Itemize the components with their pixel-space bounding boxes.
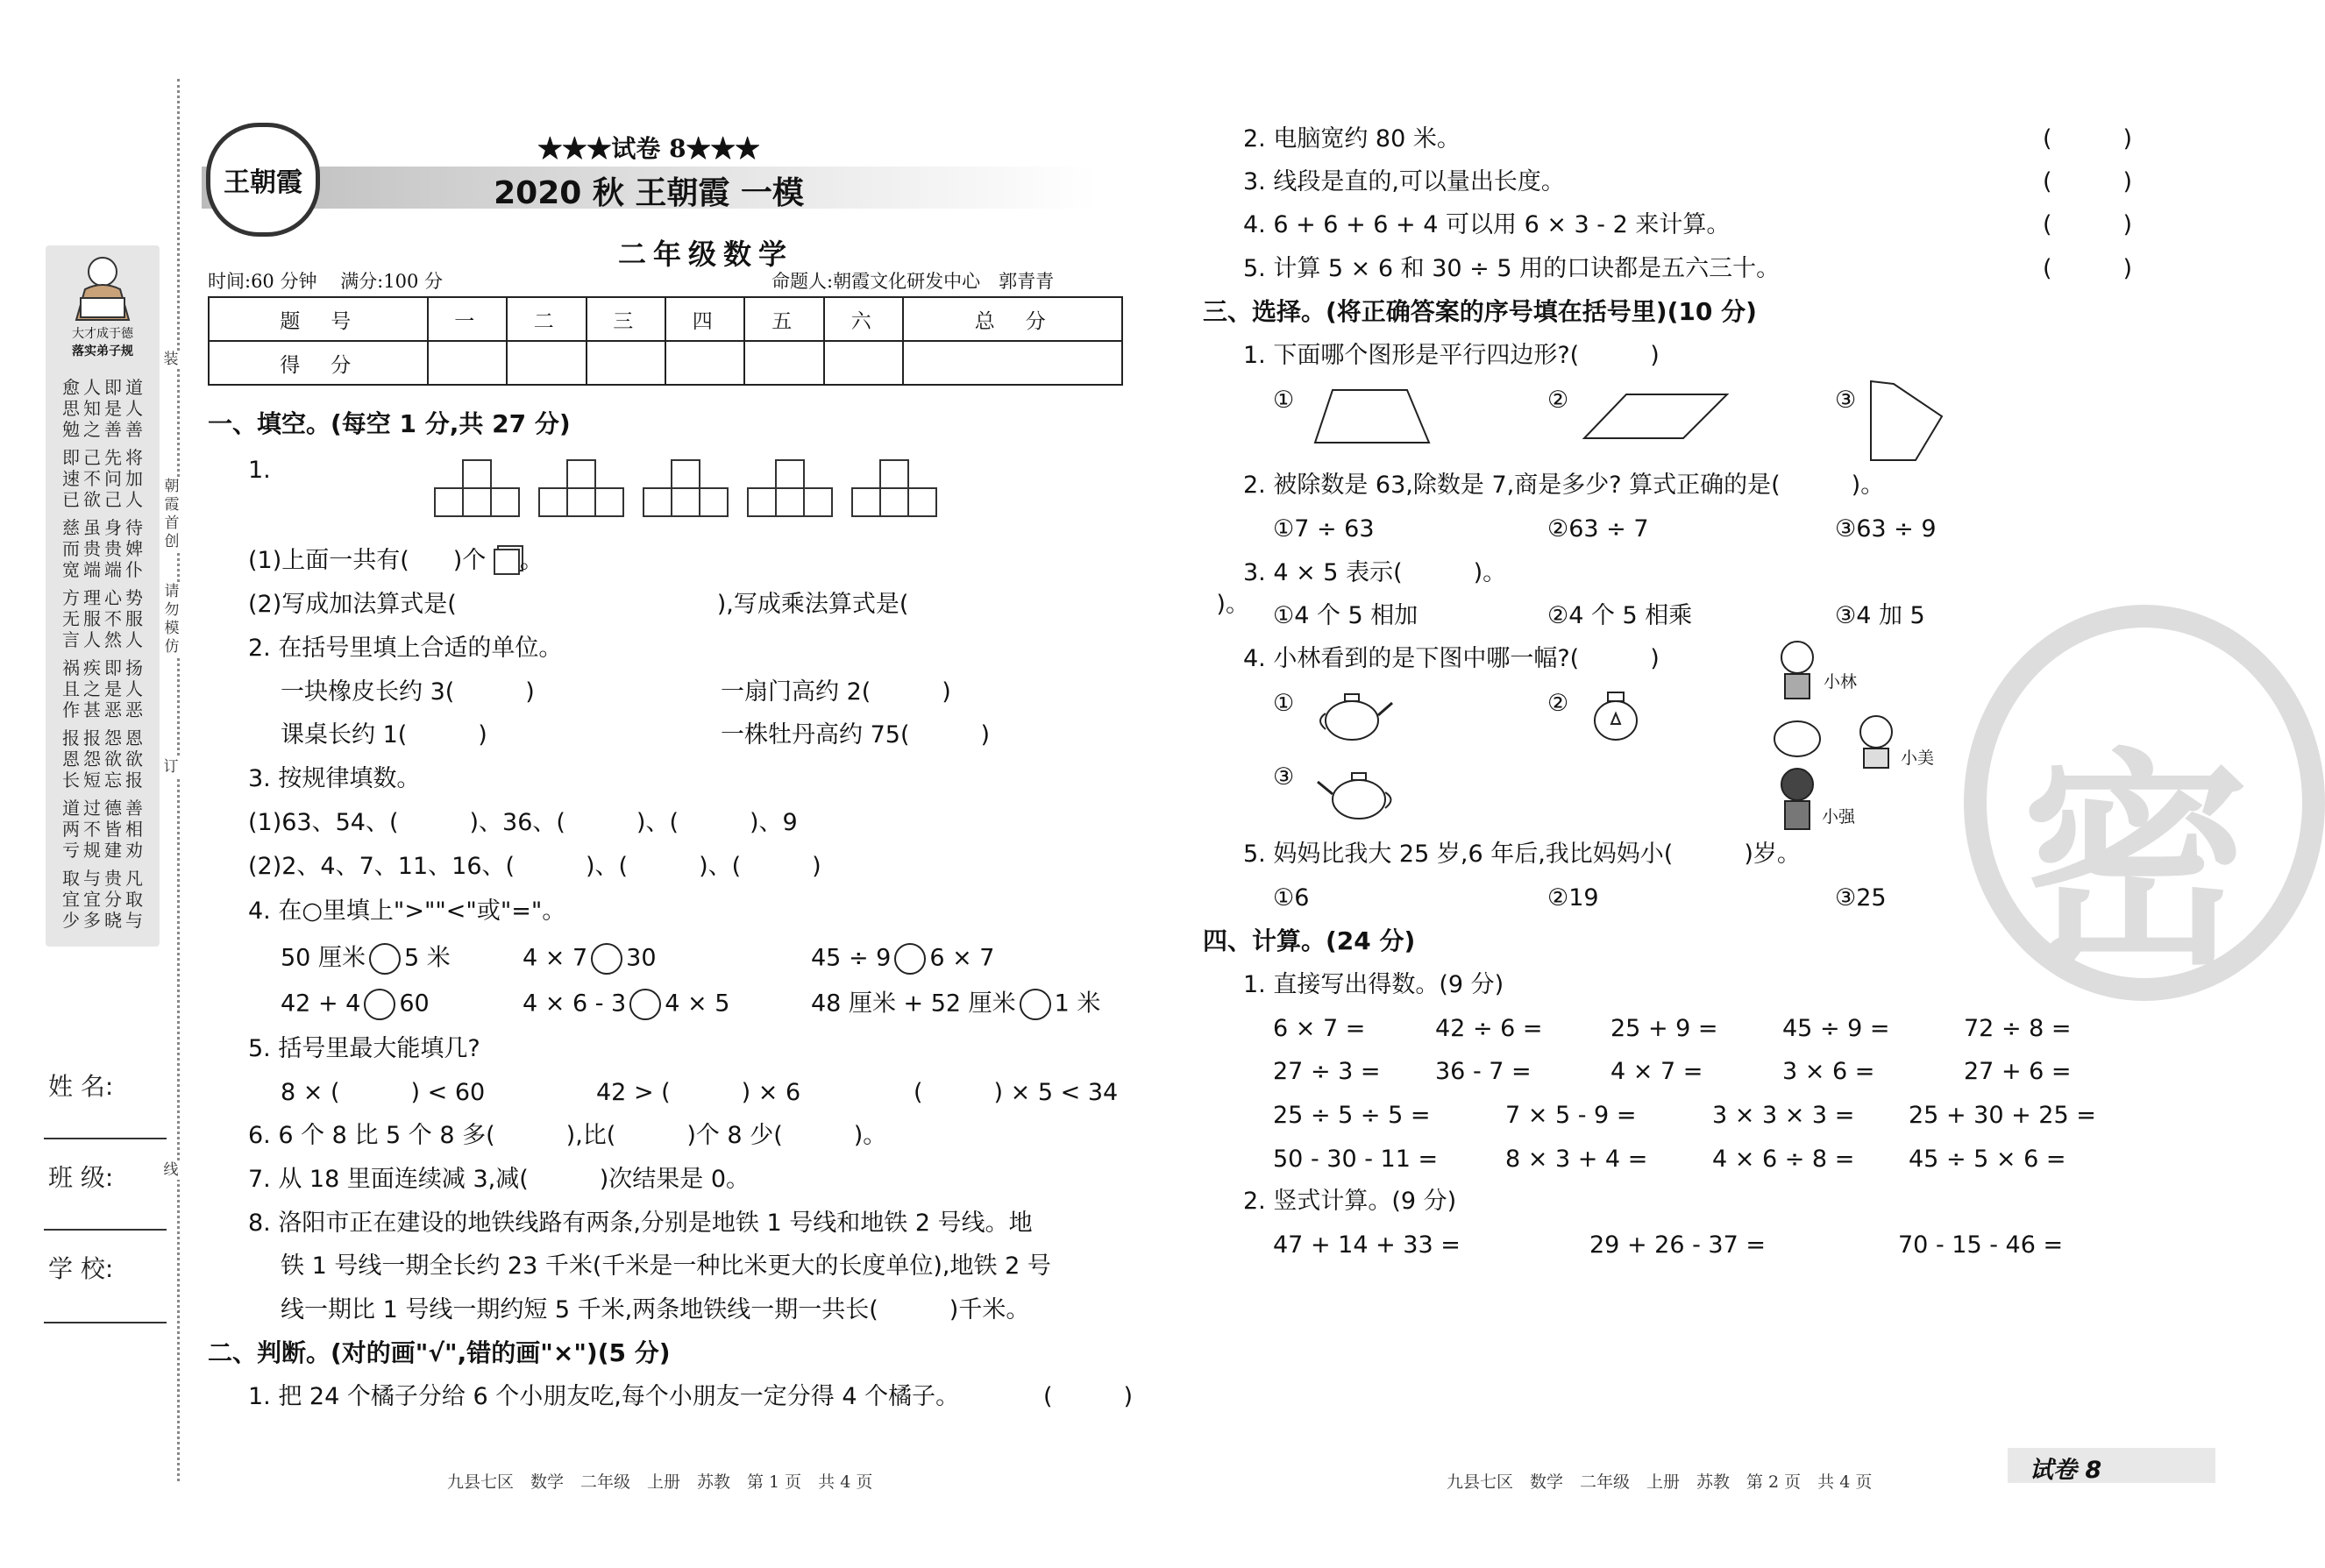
choice-4-option-1[interactable]: ① — [1273, 690, 1295, 717]
table-cell: 六 — [824, 297, 903, 341]
compare-circle[interactable] — [591, 943, 622, 975]
proverb-line: 怨欲忘 — [104, 727, 122, 791]
proverb-line: 即是善 — [104, 377, 122, 440]
q4-right: 1 米 — [1054, 990, 1101, 1018]
proverb-line: 德皆建 — [104, 798, 122, 861]
score-cell[interactable] — [507, 341, 586, 385]
proverb-line: 心不然 — [104, 587, 122, 650]
q1-1-text: 。 — [519, 547, 544, 574]
proverb-group-3 — [51, 517, 154, 580]
judge-5: 5. 计算 5 × 6 和 30 ÷ 5 用的口诀都是五六三十。 — [1243, 255, 1781, 282]
calc-item[interactable]: 7 × 5 - 9 = — [1505, 1102, 1637, 1129]
q4-right: 6 × 7 — [929, 944, 995, 972]
q4-item — [811, 943, 994, 975]
cube-stack — [434, 458, 519, 519]
class-field[interactable] — [44, 1229, 167, 1231]
q4: 4. 在○里填上">""<"或"="。 — [248, 898, 566, 925]
vertical-calc-item[interactable]: 29 + 26 - 37 = — [1589, 1231, 1766, 1259]
q4-item — [523, 943, 657, 975]
calc-item[interactable]: 45 ÷ 5 × 6 = — [1909, 1146, 2066, 1173]
proverb-line: 人知之 — [83, 377, 101, 440]
exam-meta — [208, 267, 443, 294]
q5: 5. 括号里最大能填几? — [248, 1035, 480, 1062]
choice-5: 5. 妈妈比我大 25 岁,6 年后,我比妈妈小( )岁。 — [1243, 841, 1801, 868]
trapezoid-shape — [1311, 386, 1433, 447]
q8-line-1: 8. 洛阳市正在建设的地铁线路有两条,分别是地铁 1 号线和地铁 2 号线。地 — [248, 1210, 1033, 1237]
proverb-line: 贵分晓 — [104, 868, 122, 931]
choice-4: 4. 小林看到的是下图中哪一幅?( ) — [1243, 645, 1660, 672]
q4-left: 50 厘米 — [281, 944, 366, 972]
choice-1-option-1[interactable]: ① — [1273, 387, 1295, 414]
proverb-line: 身贵端 — [104, 517, 122, 580]
table-cell: 题 号 — [209, 297, 428, 341]
choice-3-option-3[interactable]: ③4 加 5 — [1835, 602, 1925, 629]
calc-2: 2. 竖式计算。(9 分) — [1243, 1188, 1457, 1215]
motto-line-1: 大才成于德 — [72, 327, 133, 341]
calc-item[interactable]: 8 × 3 + 4 = — [1505, 1146, 1648, 1173]
proverb-line: 报怨短 — [83, 727, 101, 791]
exam-author: 命题人:朝霞文化研发中心 郭青青 — [771, 271, 1055, 292]
proverb-panel — [46, 245, 160, 947]
cube-stack — [643, 458, 728, 519]
q2-c: 课桌长约 1( ) — [281, 721, 487, 749]
teapot-side-view — [1315, 684, 1394, 745]
q4-item — [281, 989, 430, 1020]
judge-3: 3. 线段是直的,可以量出长度。 — [1243, 168, 1565, 195]
judge-5-blank[interactable]: ( ) — [2043, 255, 2133, 282]
logo-text: 王朝霞 — [224, 167, 302, 198]
proverb-line: 道两亏 — [62, 798, 80, 861]
school-field-label: 学 校: — [48, 1254, 114, 1283]
exam-full-score: 满分:100 分 — [340, 271, 444, 292]
choice-5-option-1[interactable]: ①6 — [1273, 884, 1310, 912]
page-title: 2020 秋 王朝霞 一模 — [494, 175, 804, 211]
proverb-line: 与宜多 — [83, 868, 101, 931]
q4-left: 4 × 6 - 3 — [523, 990, 627, 1018]
judge-1: 1. 把 24 个橘子分给 6 个小朋友吃,每个小朋友一定分得 4 个橘子。 — [248, 1383, 960, 1410]
cube-stack — [538, 458, 623, 519]
teapot-other-side-view — [1311, 763, 1398, 824]
q3-2: (2)2、4、7、11、16、( )、( )、( ) — [248, 853, 821, 880]
subject-title: 二年级数学 — [617, 238, 793, 271]
score-cell[interactable] — [428, 341, 507, 385]
choice-3: 3. 4 × 5 表示( )。 — [1243, 559, 1507, 586]
score-cell[interactable] — [665, 341, 744, 385]
proverb-line: 待婢仆 — [125, 517, 143, 580]
proverb-line: 虽贵端 — [83, 517, 101, 580]
judge-4: 4. 6 + 6 + 6 + 4 可以用 6 × 3 - 2 来计算。 — [1243, 211, 1731, 238]
paper-number: ★★★试卷 8★★★ — [537, 134, 760, 163]
proverb-line: 祸且作 — [62, 657, 80, 720]
binding-line — [177, 79, 180, 1481]
quadrilateral-shape — [1867, 377, 1955, 465]
proverb-line: 方无言 — [62, 587, 80, 650]
score-cell[interactable] — [903, 341, 1122, 385]
q4-item — [281, 943, 451, 975]
binding-label-3: 请勿模仿 — [161, 583, 182, 656]
compare-circle[interactable] — [629, 989, 661, 1020]
compare-circle[interactable] — [364, 989, 395, 1020]
binding-label-1: 装 — [156, 351, 186, 369]
judge-2: 2. 电脑宽约 80 米。 — [1243, 125, 1461, 153]
proverb-line: 恩欲报 — [125, 727, 143, 791]
proverb-line: 即是恶 — [104, 657, 122, 720]
q3: 3. 按规律填数。 — [248, 765, 421, 792]
proverb-line: 慈而宽 — [62, 517, 80, 580]
proverb-line: 凡取与 — [125, 868, 143, 931]
table-cell: 得 分 — [209, 341, 428, 385]
table-row — [209, 341, 1122, 385]
compare-circle[interactable] — [369, 943, 401, 975]
choice-3-option-1[interactable]: ①4 个 5 相加 — [1273, 602, 1418, 629]
proverb-group-6 — [51, 727, 154, 791]
q4-left: 45 ÷ 9 — [811, 944, 892, 972]
proverb-line: 扬人恶 — [125, 657, 143, 720]
calc-item[interactable]: 25 + 9 = — [1610, 1015, 1718, 1042]
score-cell[interactable] — [587, 341, 665, 385]
calc-item[interactable]: 72 ÷ 8 = — [1964, 1015, 2072, 1042]
proverb-line: 愈思勉 — [62, 377, 80, 440]
calc-item[interactable]: 50 - 30 - 11 = — [1273, 1146, 1439, 1173]
proverb-group-4 — [51, 587, 154, 650]
calc-1: 1. 直接写出得数。(9 分) — [1243, 971, 1504, 998]
table-cell: 三 — [587, 297, 665, 341]
cube-stack — [851, 458, 936, 519]
calc-item[interactable]: 36 - 7 = — [1435, 1058, 1532, 1085]
binding-label-4: 订 — [156, 758, 186, 777]
proverb-group-5 — [51, 657, 154, 720]
q1-number: 1. — [248, 457, 271, 484]
paper-tab-label: 试卷 8 — [2030, 1457, 2102, 1484]
cube-icon — [494, 549, 520, 575]
q2-b: 一扇门高约 2( ) — [721, 678, 951, 706]
q1-1-text: )个 — [452, 547, 487, 574]
motto-line-2: 落实弟子规 — [72, 344, 133, 358]
q2-d: 一株牡丹高约 75( ) — [721, 721, 991, 749]
section-1-title: 一、填空。(每空 1 分,共 27 分) — [208, 409, 571, 438]
table-cell: 四 — [665, 297, 744, 341]
proverb-columns — [51, 377, 154, 938]
calc-item[interactable]: 27 + 6 = — [1964, 1058, 2072, 1085]
table-cell: 五 — [744, 297, 823, 341]
calc-item[interactable]: 27 ÷ 3 = — [1273, 1058, 1381, 1085]
calc-item[interactable]: 42 ÷ 6 = — [1435, 1015, 1543, 1042]
q2: 2. 在括号里填上合适的单位。 — [248, 635, 563, 662]
table-cell: 二 — [507, 297, 586, 341]
section-2-title: 二、判断。(对的画"√",错的画"×")(5 分) — [208, 1338, 671, 1367]
proverb-line: 先问己 — [104, 447, 122, 510]
choice-1-option-3[interactable]: ③ — [1835, 387, 1857, 414]
calc-item[interactable]: 6 × 7 = — [1273, 1015, 1366, 1042]
q7: 7. 从 18 里面连续减 3,减( )次结果是 0。 — [248, 1166, 750, 1193]
calc-item[interactable]: 3 × 6 = — [1782, 1058, 1875, 1085]
proverb-group-1 — [51, 377, 154, 440]
calc-item[interactable]: 3 × 3 × 3 = — [1712, 1102, 1855, 1129]
q8-line-3: 线一期比 1 号线一期约短 5 千米,两条地铁线一期一共长( )千米。 — [281, 1296, 1030, 1323]
cube-stack — [747, 458, 832, 519]
proverb-group-7 — [51, 798, 154, 861]
school-field[interactable] — [44, 1322, 167, 1323]
calc-item[interactable]: 45 ÷ 9 = — [1782, 1015, 1890, 1042]
q4-right: 4 × 5 — [665, 990, 730, 1018]
proverb-line: 道人善 — [125, 377, 143, 440]
q1-1 — [248, 546, 544, 576]
calc-item[interactable]: 4 × 6 ÷ 8 = — [1712, 1146, 1855, 1173]
class-field-label: 班 级: — [48, 1163, 114, 1192]
choice-1: 1. 下面哪个图形是平行四边形?( ) — [1243, 342, 1660, 369]
binding-label-2: 朝霞首创 — [161, 478, 182, 551]
q2-a: 一块橡皮长约 3( ) — [281, 678, 535, 706]
choice-4-option-2[interactable]: ② — [1547, 690, 1569, 717]
q8-line-2: 铁 1 号线一期全长约 23 千米(千米是一种比米更大的长度单位),地铁 2 号 — [281, 1252, 1051, 1280]
calc-item[interactable]: 25 + 30 + 25 = — [1909, 1102, 2096, 1129]
name-field-label: 姓 名: — [48, 1072, 114, 1101]
table-row — [209, 297, 1122, 341]
q4-left: 4 × 7 — [523, 944, 588, 972]
section-3-title: 三、选择。(将正确答案的序号填在括号里)(10 分) — [1203, 297, 1757, 326]
judge-3-blank[interactable]: ( ) — [2043, 168, 2133, 195]
confidential-seal — [1964, 605, 2325, 1001]
table-cell: 一 — [428, 297, 507, 341]
vertical-calc-item[interactable]: 70 - 15 - 46 = — [1898, 1231, 2064, 1259]
choice-4-option-3[interactable]: ③ — [1273, 763, 1295, 791]
score-cell[interactable] — [744, 341, 823, 385]
proverb-group-2 — [51, 447, 154, 510]
q1-1-text: (1)上面一共有( — [248, 547, 409, 574]
q4-item — [811, 989, 1100, 1020]
judge-2-blank[interactable]: ( ) — [2043, 125, 2133, 153]
proverb-line: 过不规 — [83, 798, 101, 861]
score-cell[interactable] — [824, 341, 903, 385]
child-label-xiaolin: 小林 — [1824, 672, 1858, 692]
proverb-line: 善相劝 — [125, 798, 143, 861]
choice-2-option-3[interactable]: ③63 ÷ 9 — [1835, 515, 1937, 543]
child-label-xiaomei: 小美 — [1901, 749, 1935, 768]
q3-1: (1)63、54、( )、36、( )、( )、9 — [248, 809, 798, 836]
judge-4-blank[interactable]: ( ) — [2043, 211, 2133, 238]
footer-page-2: 九县七区 数学 二年级 上册 苏教 第 2 页 共 4 页 — [1447, 1472, 1873, 1492]
q4-right: 60 — [399, 990, 430, 1018]
q5-c: ( ) × 5 < 34 — [914, 1079, 1119, 1106]
cube-figures — [434, 458, 936, 519]
name-field[interactable] — [44, 1138, 167, 1139]
teapot-front-view — [1585, 684, 1646, 745]
q5-b: 42 > ( ) × 6 — [596, 1079, 801, 1106]
judge-1-blank[interactable]: ( ) — [1043, 1383, 1134, 1410]
proverb-line: 即速已 — [62, 447, 80, 510]
choice-3-option-2[interactable]: ②4 个 5 相乘 — [1547, 602, 1693, 629]
proverb-line: 己不欲 — [83, 447, 101, 510]
proverb-line: 报恩长 — [62, 727, 80, 791]
choice-2-option-2[interactable]: ②63 ÷ 7 — [1547, 515, 1649, 543]
q6: 6. 6 个 8 比 5 个 8 多( ),比( )个 8 少( )。 — [248, 1122, 887, 1149]
proverb-line: 理服人 — [83, 587, 101, 650]
child-label-xiaoqiang: 小强 — [1822, 807, 1856, 827]
q5-a: 8 × ( ) < 60 — [281, 1079, 486, 1106]
brand-logo — [206, 123, 320, 237]
proverb-group-8 — [51, 868, 154, 931]
choice-2-option-1[interactable]: ①7 ÷ 63 — [1273, 515, 1375, 543]
calc-item[interactable]: 4 × 7 = — [1610, 1058, 1703, 1085]
q4-right: 30 — [626, 944, 657, 972]
q4-left: 42 + 4 — [281, 990, 361, 1018]
compare-circle[interactable] — [894, 943, 926, 975]
q4-item — [523, 989, 729, 1020]
proverb-line: 取宜少 — [62, 868, 80, 931]
table-cell: 总 分 — [903, 297, 1122, 341]
choice-2: 2. 被除数是 63,除数是 7,商是多少? 算式正确的是( )。 — [1243, 472, 1885, 499]
proverb-line: 势服人 — [125, 587, 143, 650]
q4-right: 5 米 — [403, 944, 451, 972]
footer-page-1: 九县七区 数学 二年级 上册 苏教 第 1 页 共 4 页 — [447, 1472, 873, 1492]
compare-circle[interactable] — [1020, 989, 1051, 1020]
q1-2: (2)写成加法算式是( ),写成乘法算式是( )。 — [248, 591, 1249, 618]
parallelogram-shape — [1582, 390, 1731, 443]
exam-time: 时间:60 分钟 — [208, 271, 317, 292]
choice-1-option-2[interactable]: ② — [1547, 387, 1569, 414]
q4-left: 48 厘米 + 52 厘米 — [811, 990, 1016, 1018]
proverb-line: 将加人 — [125, 447, 143, 510]
choice-5-option-2[interactable]: ②19 — [1547, 884, 1599, 912]
proverb-line: 疾之甚 — [83, 657, 101, 720]
binding-label-5: 线 — [156, 1161, 186, 1180]
section-4-title: 四、计算。(24 分) — [1203, 926, 1416, 955]
child-reading-illustration — [46, 245, 160, 333]
calc-item[interactable]: 25 ÷ 5 ÷ 5 = — [1273, 1102, 1431, 1129]
vertical-calc-item[interactable]: 47 + 14 + 33 = — [1273, 1231, 1461, 1259]
choice-5-option-3[interactable]: ③25 — [1835, 884, 1887, 912]
seal-character: 密 — [2022, 731, 2250, 996]
score-table — [208, 296, 1123, 386]
